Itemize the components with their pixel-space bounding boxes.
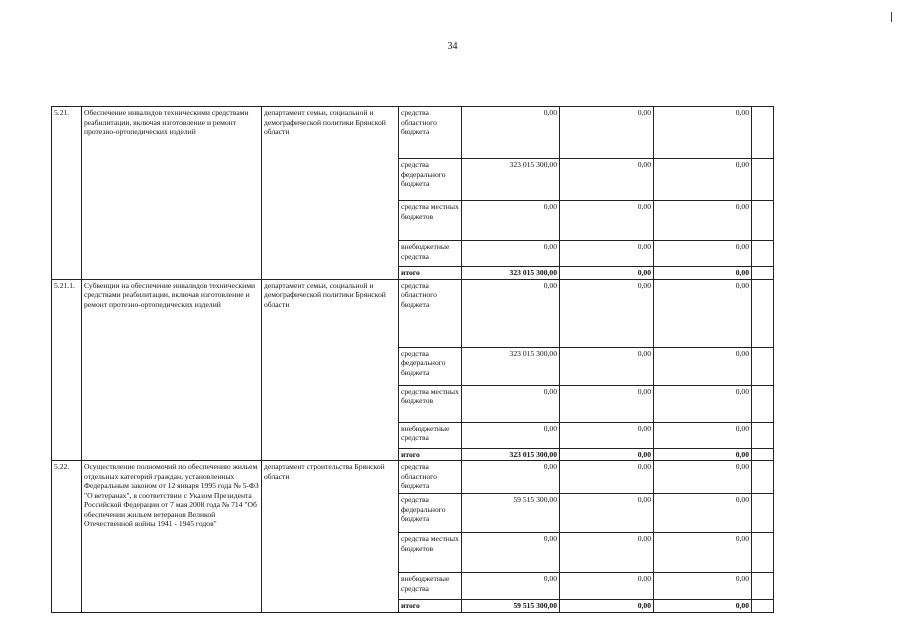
amount-year-1: 0,00: [462, 241, 560, 267]
section-department: департамент строительства Брянской области: [262, 461, 399, 613]
budget-table: [51, 106, 774, 613]
amount-year-2: 0,00: [560, 279, 654, 347]
empty-cell: [752, 422, 774, 448]
amount-year-1: 0,00: [462, 422, 560, 448]
funding-source: средства областного бюджета: [399, 279, 462, 347]
funding-source: средства местных бюджетов: [399, 201, 462, 241]
amount-year-3: 0,00: [654, 267, 752, 280]
amount-year-2: 0,00: [560, 494, 654, 533]
amount-year-2: 0,00: [560, 159, 654, 201]
empty-cell: [752, 533, 774, 573]
page-number: 34: [447, 41, 458, 52]
amount-year-3: 0,00: [654, 573, 752, 600]
empty-cell: [752, 241, 774, 267]
section-department: департамент семьи, социальной и демографической политики Брянской области: [262, 107, 399, 280]
amount-year-1: 59 515 300,00: [462, 494, 560, 533]
section-name: Субвенции на обеспечение инвалидов техническими средствами реабилитации, включая изготовление и ремонт протезно-ортопедических изделий: [82, 279, 262, 461]
funding-source: внебюджетные средства: [399, 573, 462, 600]
amount-year-2: 0,00: [560, 422, 654, 448]
amount-year-2: 0,00: [560, 241, 654, 267]
amount-year-3: 0,00: [654, 461, 752, 494]
empty-cell: [752, 159, 774, 201]
section-name: Обеспечение инвалидов техническими средствами реабилитации, включая изготовление и ремонт протезно-ортопедических изделий: [82, 107, 262, 280]
amount-year-2: 0,00: [560, 461, 654, 494]
table-row: [52, 461, 774, 494]
funding-source: средства федерального бюджета: [399, 347, 462, 385]
amount-year-1: 323 015 300,00: [462, 347, 560, 385]
funding-source: средства местных бюджетов: [399, 385, 462, 422]
amount-year-2: 0,00: [560, 448, 654, 461]
amount-year-2: 0,00: [560, 385, 654, 422]
empty-cell: [752, 107, 774, 159]
amount-year-2: 0,00: [560, 107, 654, 159]
amount-year-2: 0,00: [560, 347, 654, 385]
funding-source: средства областного бюджета: [399, 107, 462, 159]
amount-year-3: 0,00: [654, 241, 752, 267]
empty-cell: [752, 461, 774, 494]
amount-year-3: 0,00: [654, 279, 752, 347]
amount-year-2: 0,00: [560, 600, 654, 613]
amount-year-1: 0,00: [462, 573, 560, 600]
amount-year-3: 0,00: [654, 107, 752, 159]
amount-year-2: 0,00: [560, 573, 654, 600]
section-number: 5.21.: [52, 107, 82, 280]
amount-year-2: 0,00: [560, 267, 654, 280]
empty-cell: [752, 494, 774, 533]
section-department: департамент семьи, социальной и демографической политики Брянской области: [262, 279, 399, 461]
amount-year-1: 323 015 300,00: [462, 159, 560, 201]
edge-mark: [891, 12, 892, 22]
amount-year-1: 323 015 300,00: [462, 267, 560, 280]
empty-cell: [752, 267, 774, 280]
amount-year-1: 0,00: [462, 385, 560, 422]
funding-source: итого: [399, 267, 462, 280]
funding-source: средства областного бюджета: [399, 461, 462, 494]
amount-year-3: 0,00: [654, 347, 752, 385]
amount-year-3: 0,00: [654, 494, 752, 533]
table-row: [52, 279, 774, 347]
amount-year-3: 0,00: [654, 533, 752, 573]
section-name: Осуществление полномочий по обеспечению жильем отдельных категорий граждан, установленных Федеральным законом от 12 января 1995 года № 5-ФЗ "О ветеранах", в соответствии с Указом Президента Российской Федерации от 7 мая 2008 года № 714 "Об обеспечении жильем ветеранов Великой Отечественной войны 1941 - 1945 годов": [82, 461, 262, 613]
funding-source: средства местных бюджетов: [399, 533, 462, 573]
amount-year-1: 323 015 300,00: [462, 448, 560, 461]
amount-year-1: 0,00: [462, 279, 560, 347]
funding-source: итого: [399, 448, 462, 461]
empty-cell: [752, 448, 774, 461]
amount-year-1: 0,00: [462, 461, 560, 494]
empty-cell: [752, 347, 774, 385]
funding-source: внебюджетные средства: [399, 422, 462, 448]
amount-year-3: 0,00: [654, 201, 752, 241]
funding-source: средства федерального бюджета: [399, 159, 462, 201]
funding-source: внебюджетные средства: [399, 241, 462, 267]
amount-year-2: 0,00: [560, 201, 654, 241]
amount-year-3: 0,00: [654, 422, 752, 448]
amount-year-2: 0,00: [560, 533, 654, 573]
funding-source: средства федерального бюджета: [399, 494, 462, 533]
empty-cell: [752, 573, 774, 600]
amount-year-3: 0,00: [654, 600, 752, 613]
amount-year-1: 0,00: [462, 201, 560, 241]
section-number: 5.22.: [52, 461, 82, 613]
empty-cell: [752, 201, 774, 241]
amount-year-3: 0,00: [654, 159, 752, 201]
table-row: [52, 107, 774, 159]
empty-cell: [752, 385, 774, 422]
empty-cell: [752, 600, 774, 613]
amount-year-1: 0,00: [462, 533, 560, 573]
empty-cell: [752, 279, 774, 347]
amount-year-3: 0,00: [654, 385, 752, 422]
section-number: 5.21.1.: [52, 279, 82, 461]
amount-year-3: 0,00: [654, 448, 752, 461]
amount-year-1: 59 515 300,00: [462, 600, 560, 613]
funding-source: итого: [399, 600, 462, 613]
amount-year-1: 0,00: [462, 107, 560, 159]
